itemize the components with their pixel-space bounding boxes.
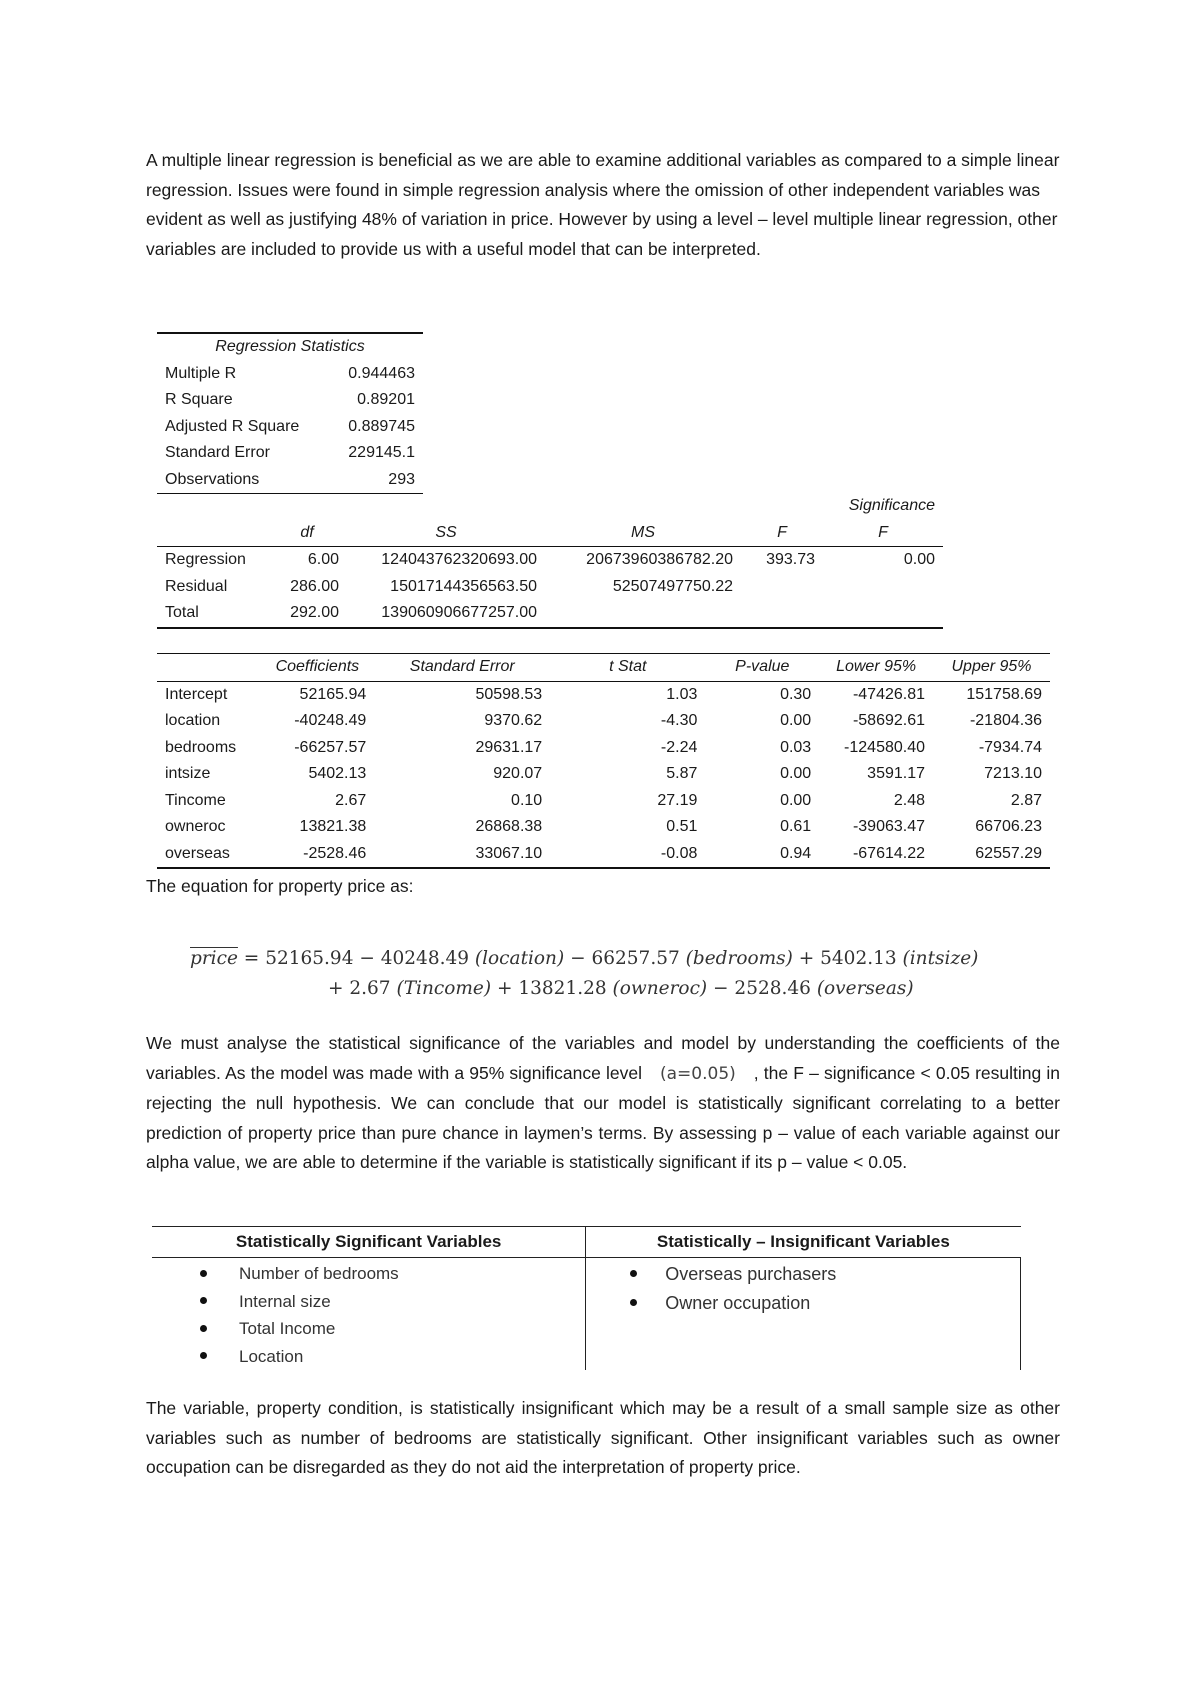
bullet-icon bbox=[630, 1299, 637, 1306]
anova-header-df: df bbox=[267, 520, 347, 547]
list-item: Location bbox=[152, 1343, 585, 1371]
coef-header: Coefficients bbox=[260, 654, 374, 682]
bullet-icon bbox=[200, 1297, 207, 1304]
insignificant-variables-header: Statistically – Insignificant Variables bbox=[586, 1227, 1021, 1258]
anova-header-sig-line2: F bbox=[823, 520, 943, 547]
variables-significance-table bbox=[152, 1226, 1021, 1370]
coef-header: Standard Error bbox=[374, 654, 550, 682]
list-item: Internal size bbox=[152, 1288, 585, 1316]
coef-row: overseas -2528.46 33067.10 -0.08 0.94 -67614.22 62557.29 bbox=[165, 844, 1042, 862]
list-item: Total Income bbox=[152, 1315, 585, 1343]
coef-row: Intercept 52165.94 50598.53 1.03 0.30 -47426.81 151758.69 bbox=[165, 685, 1042, 703]
stats-row: R Square 0.89201 bbox=[165, 391, 415, 409]
anova-row: Residual 286.00 15017144356563.50 52507497750.22 bbox=[165, 577, 733, 595]
coef-header: t Stat bbox=[550, 654, 705, 682]
bullet-icon bbox=[200, 1270, 207, 1277]
anova-header-ss: SS bbox=[347, 520, 545, 547]
coef-row: bedrooms -66257.57 29631.17 -2.24 0.03 -124580.40 -7934.74 bbox=[165, 738, 1042, 756]
significant-variables-cell bbox=[152, 1258, 586, 1371]
coef-row: owneroc 13821.38 26868.38 0.51 0.61 -39063.47 66706.23 bbox=[165, 818, 1042, 836]
anova-header-sig-line1: Significance bbox=[848, 497, 935, 515]
anova-row: Regression 6.00 124043762320693.00 20673960386782.20 393.73 0.00 bbox=[165, 551, 935, 569]
bullet-icon bbox=[630, 1270, 637, 1277]
stats-row: Adjusted R Square 0.889745 bbox=[165, 417, 415, 435]
price-equation bbox=[190, 944, 1050, 1004]
anova-header-ms: MS bbox=[545, 520, 741, 547]
bullet-icon bbox=[200, 1325, 207, 1332]
regression-statistics-table bbox=[157, 332, 423, 494]
significant-variables-header: Statistically Significant Variables bbox=[152, 1227, 586, 1258]
coef-header: P-value bbox=[705, 654, 819, 682]
list-item: Number of bedrooms bbox=[152, 1260, 585, 1288]
coef-row: Tincome 2.67 0.10 27.19 0.00 2.48 2.87 bbox=[165, 791, 1042, 809]
equation-line-2: + 2.67 (Tincome) + 13821.28 (owneroc) − 2528.46 (overseas) bbox=[328, 978, 914, 999]
list-item: Overseas purchasers bbox=[586, 1260, 1020, 1289]
equation-intro: The equation for property price as: bbox=[146, 876, 414, 896]
coef-row: intsize 5402.13 920.07 5.87 0.00 3591.17 7213.10 bbox=[165, 765, 1042, 783]
anova-row: Total 292.00 139060906677257.00 bbox=[165, 604, 537, 622]
anova-header-f: F bbox=[741, 520, 823, 547]
conclusion-paragraph: The variable, property condition, is statistically insignificant which may be a result of a small sample size as other variables such as number of bedrooms are statistically significant. Other insignificant variables such as owner occupation can be disregarded as they do not aid the interpretation of property price. bbox=[146, 1398, 1060, 1478]
coef-header: Lower 95% bbox=[819, 654, 933, 682]
intro-paragraph: A multiple linear regression is beneficial as we are able to examine additional variables as compared to a simple linear regression. Issues were found in simple regression analysis where the omission of other independent variables was evident as well as justifying 48% of variation in price. However by using a level – level multiple linear regression, other variables are included to provide us with a useful model that can be interpreted. bbox=[146, 150, 1060, 259]
equation-line-1: price = 52165.94 − 40248.49 (location) − 66257.57 (bedrooms) + 5402.13 (intsize) bbox=[190, 948, 979, 969]
significance-paragraph: We must analyse the statistical significance of the variables and model by understanding the coefficients of the variables. As the model was made with a 95% significance level (a=0.05) , the F – significance < 0.05 resulting in rejecting the null hypothesis. We can conclude that our model is statistically significant correlating to a better prediction of property price than pure chance in laymen’s terms. By assessing p – value of each variable against our alpha value, we are able to determine if the variable is statistically significant if its p – value < 0.05. bbox=[146, 1033, 1061, 1173]
bullet-icon bbox=[200, 1352, 207, 1359]
coef-row: location -40248.49 9370.62 -4.30 0.00 -58692.61 -21804.36 bbox=[165, 712, 1042, 730]
stats-row: Observations 293 bbox=[165, 470, 415, 488]
anova-table bbox=[157, 493, 943, 629]
regression-statistics-title: Regression Statistics bbox=[215, 338, 365, 356]
insignificant-variables-cell bbox=[586, 1258, 1021, 1371]
stats-row: Standard Error 229145.1 bbox=[165, 444, 415, 462]
coefficients-table bbox=[157, 653, 1050, 869]
stats-row: Multiple R 0.944463 bbox=[165, 364, 415, 382]
coef-header: Upper 95% bbox=[933, 654, 1050, 682]
alpha-value: (a=0.05) bbox=[659, 1063, 736, 1084]
list-item: Owner occupation bbox=[586, 1289, 1020, 1318]
